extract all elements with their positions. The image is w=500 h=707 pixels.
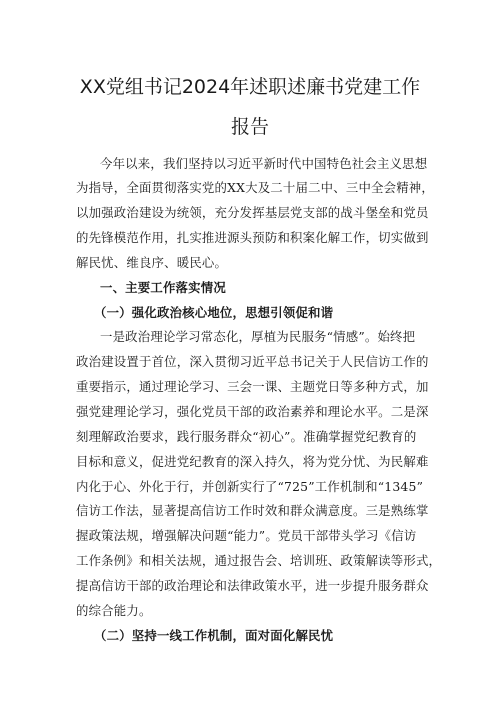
paragraph-line: 信访工作法，显著提高信访工作时效和群众满意度。三是熟练掌	[76, 503, 429, 518]
paragraph-line: 政治建设置于首位，深入贯彻习近平总书记关于人民信访工作的	[76, 354, 429, 369]
paragraph-line: 的先锋模范作用，扎实推进源头预防和积案化解工作，切实做到	[76, 230, 429, 245]
paragraph-line: 提高信访干部的政治理论和法律政策水平，进一步提升服务群众	[76, 578, 429, 593]
paragraph-line: 刻理解政治要求，践行服务群众“初心”。准确掌握党纪教育的	[76, 429, 417, 444]
paragraph-line: 的综合能力。	[76, 603, 152, 618]
paragraph-line: 重要指示，通过理论学习、三会一课、主题党日等多种方式，加	[76, 379, 429, 394]
paragraph-line: 今年以来，我们坚持以习近平新时代中国特色社会主义思想	[100, 156, 428, 171]
paragraph-line: 强党建理论学习，强化党员干部的政治素养和理论水平。二是深	[76, 404, 429, 419]
paragraph-line: 内化于心、外化于行，并创新实行了“725”工作机制和“1345”	[76, 479, 424, 494]
paragraph-line: 为指导，全面贯彻落实党的XX大及二十届二中、三中全会精神，	[76, 180, 434, 195]
subsection-heading: （一）强化政治核心地位，思想引领促和谐	[94, 305, 334, 320]
paragraph-line: 解民忧、维良序、暖民心。	[76, 255, 228, 270]
subsection-heading: （二）坚持一线工作机制，面对面化解民忧	[94, 628, 334, 643]
paragraph-line: 以加强政治建设为统领，充分发挥基层党支部的战斗堡垒和党员	[76, 205, 429, 220]
paragraph-line: 一是政治理论学习常态化，厚植为民服务“情感”。始终把	[100, 329, 416, 344]
paragraph-line: 目标和意义，促进党纪教育的深入持久，将为党分忧、为民解难	[76, 454, 429, 469]
document-title-line-1: XX党组书记2024年述职述廉书党建工作	[79, 76, 421, 98]
section-heading: 一、主要工作落实情况	[100, 280, 226, 295]
document-title-line-2: 报告	[230, 116, 269, 138]
paragraph-line: 工作条例》和相关法规，通过报告会、培训班、政策解读等形式，	[76, 553, 442, 568]
paragraph-line: 握政策法规，增强解决问题“能力”。党员干部带头学习《信访	[76, 528, 417, 543]
